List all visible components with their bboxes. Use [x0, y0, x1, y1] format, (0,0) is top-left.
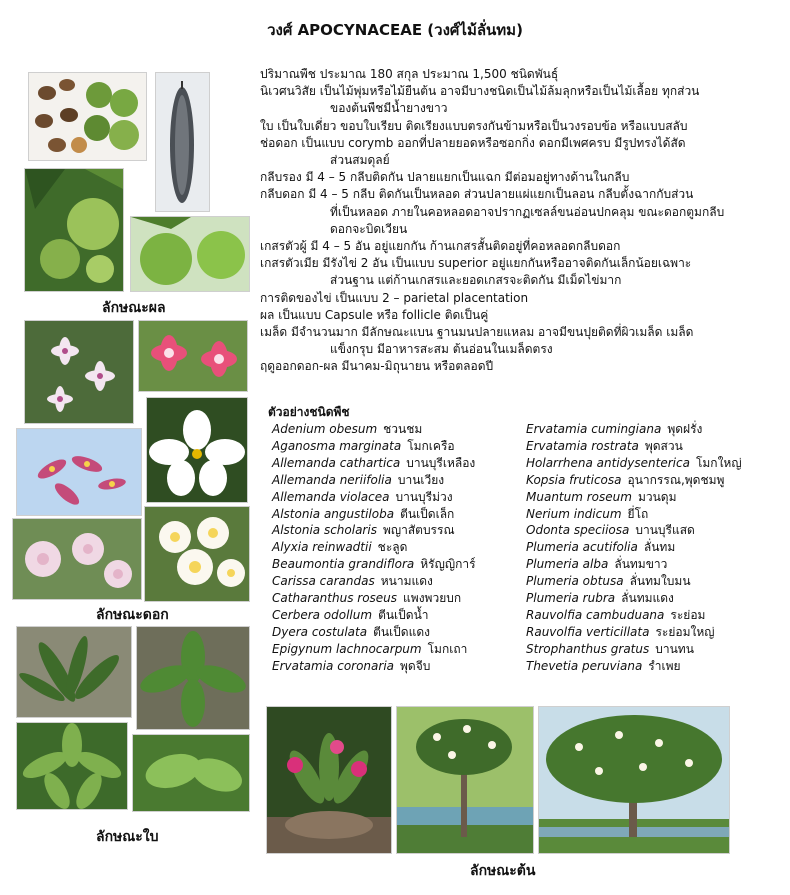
species-thai-name: รำเพย — [648, 658, 681, 673]
species-row — [272, 522, 476, 539]
species-thai-name: พุดสวน — [644, 438, 683, 453]
fruit-pod-photo — [155, 72, 210, 212]
flower-photo-1 — [24, 320, 134, 424]
leaf-photo-1 — [16, 626, 132, 718]
species-scientific-name: Plumeria obtusa — [526, 574, 624, 589]
species-thai-name: พญาสัตบรรณ — [382, 523, 455, 538]
species-scientific-name: Odonta speciiosa — [526, 523, 630, 538]
species-scientific-name: Aganosma marginata — [272, 438, 402, 453]
species-row — [526, 624, 742, 641]
description-line: ผล เป็นแบบ Capsule หรือ follicle ติดเป็นคู่ — [260, 307, 489, 322]
description-line: ส่วนสมดุลย์ — [330, 153, 390, 168]
flower-photo-5 — [12, 518, 142, 600]
species-scientific-name: Plumeria rubra — [526, 591, 616, 606]
species-thai-name: ชะลูด — [377, 540, 408, 555]
species-scientific-name: Allemanda cathartica — [272, 455, 401, 470]
species-heading: ตัวอย่างชนิดพืช — [268, 405, 350, 419]
species-scientific-name: Plumeria alba — [526, 557, 609, 572]
species-row — [526, 506, 742, 523]
species-thai-name: ยี่โถ — [627, 506, 649, 521]
species-scientific-name: Holarrhena antidysenterica — [526, 455, 690, 470]
fruit-seeds-photo — [28, 72, 147, 161]
species-thai-name: พุดจีบ — [400, 658, 431, 673]
species-thai-name: หนามแดง — [380, 574, 433, 589]
species-scientific-name: Alstonia scholaris — [272, 523, 377, 538]
species-row — [526, 658, 742, 675]
species-row — [272, 573, 476, 590]
fruit-cluster-illustration — [25, 169, 123, 291]
leaf-rosette-illustration — [17, 723, 127, 809]
flower-photo-3 — [146, 397, 248, 503]
species-scientific-name: Ervatamia coronaria — [272, 658, 395, 673]
species-row — [526, 455, 742, 472]
tree-photo-3 — [538, 706, 730, 854]
description-line: ดอกจะบิดเวียน — [330, 221, 408, 236]
species-row — [526, 522, 742, 539]
species-scientific-name: Nerium indicum — [526, 506, 622, 521]
species-row — [272, 438, 476, 455]
species-thai-name: พุดฝรั่ง — [667, 422, 703, 436]
description-line: ปริมาณพืช ประมาณ 180 สกุล ประมาณ 1,500 ชนิดพันธุ์ — [260, 67, 559, 81]
description-line: เมล็ด มีจำนวนมาก มีลักษณะแบน ฐานมนปลายแหลม อาจมีขนปุยติดที่ผิวเมล็ด เมล็ด — [260, 325, 694, 340]
species-scientific-name: Carissa carandas — [272, 574, 375, 589]
species-scientific-name: Alyxia reinwadtii — [272, 540, 372, 555]
description-line: ของต้นพืชมีน้ำยางขาว — [330, 101, 448, 116]
species-thai-name: บานบุรีม่วง — [395, 489, 453, 504]
species-thai-name: ระย่อมใหญ่ — [655, 624, 715, 639]
species-scientific-name: Catharanthus roseus — [272, 591, 398, 606]
oval-leaf-illustration — [133, 735, 249, 811]
species-thai-name: โมกเครือ — [407, 438, 455, 453]
species-row — [526, 573, 742, 590]
species-thai-name: แพงพวยบก — [403, 591, 462, 606]
species-thai-name: ลั่นทมขาว — [614, 557, 668, 572]
adenium-plant-illustration — [267, 707, 391, 853]
leaf-photo-2 — [136, 626, 250, 730]
species-thai-name: โมกใหญ่ — [695, 455, 742, 470]
species-scientific-name: Cerbera odollum — [272, 607, 373, 622]
frangipani-tree-illustration — [397, 707, 533, 853]
species-thai-name: ลั่นทมใบมน — [629, 574, 691, 589]
description-line: ฤดูออกดอก-ผล มีนาคม-มิถุนายน หรือตลอดปี — [260, 359, 494, 374]
fruit-caption: ลักษณะผล — [102, 300, 166, 316]
flower-caption: ลักษณะดอก — [96, 607, 169, 623]
species-row — [526, 590, 742, 607]
species-row — [526, 539, 742, 556]
species-row — [272, 539, 476, 556]
species-scientific-name: Kopsia fruticosa — [526, 472, 622, 487]
species-row — [526, 489, 742, 506]
species-thai-name: ตีนเป็ดแดง — [373, 624, 430, 639]
species-row — [526, 472, 742, 489]
leaf-caption: ลักษณะใบ — [96, 829, 159, 845]
description-line: ที่เป็นหลอด ภายในคอหลอดอาจปรากฏเซลล์ขนอ่อนปกคลุม ขณะดอกตูมกลีบ — [330, 204, 725, 219]
species-scientific-name: Ervatamia cumingiana — [526, 422, 662, 436]
species-list-left — [272, 421, 476, 675]
species-row — [272, 658, 476, 675]
description-line: ส่วนฐาน แต่ก้านเกสรและยอดเกสรจะติดกัน มีเม็ดไข่มาก — [330, 273, 622, 288]
species-thai-name: บานเวียง — [397, 472, 445, 487]
species-thai-name: ชวนชม — [383, 422, 423, 436]
species-row — [272, 590, 476, 607]
species-row — [272, 489, 476, 506]
description-line: นิเวศนวิสัย เป็นไม้พุ่มหรือไม้ยืนต้น อาจมีบางชนิดเป็นไม้ล้มลุกหรือเป็นไม้เลื้อย ทุกส่วน — [260, 84, 700, 99]
species-scientific-name: Muantum roseum — [526, 489, 632, 504]
description-line: กลีบรอง มี 4 – 5 กลีบติดกัน ปลายแยกเป็นแฉก มีต่อมอยู่ทางด้านในกลีบ — [260, 170, 630, 185]
species-scientific-name: Rauvolfia cambuduana — [526, 607, 665, 622]
fruit-pod-illustration — [156, 73, 209, 211]
leaf-photo-3 — [16, 722, 128, 810]
description-line: การติดของไข่ เป็นแบบ 2 – parietal placentation — [260, 290, 529, 305]
species-row — [272, 556, 476, 573]
species-scientific-name: Thevetia peruviana — [526, 658, 643, 673]
species-row — [526, 438, 742, 455]
species-thai-name: บานทน — [655, 641, 694, 656]
tree-photo-2 — [396, 706, 534, 854]
flower-photo-6 — [144, 506, 250, 602]
large-tree-illustration — [539, 707, 729, 853]
tree-caption: ลักษณะต้น — [470, 863, 536, 879]
species-scientific-name: Epigynum lachnocarpum — [272, 641, 422, 656]
species-thai-name: โมกเถา — [427, 641, 468, 656]
white-periwinkle-illustration — [147, 398, 247, 502]
species-row — [272, 506, 476, 523]
species-scientific-name: Allemanda violacea — [272, 489, 390, 504]
fruit-tree-photo — [24, 168, 124, 292]
species-thai-name: บานบุรีแสด — [635, 523, 695, 538]
species-thai-name: บานบุรีเหลือง — [406, 455, 476, 470]
broad-leaf-illustration — [137, 627, 249, 729]
species-thai-name: ตีนเป็ดเล็ก — [400, 506, 455, 521]
species-scientific-name: Strophanthus gratus — [526, 641, 650, 656]
species-row — [526, 421, 742, 438]
species-row — [272, 455, 476, 472]
description-line: กลีบดอก มี 4 – 5 กลีบ ติดกันเป็นหลอด ส่วนปลายแผ่แยกเป็นลอน กลีบตั้งฉากกับส่วน — [260, 187, 694, 202]
white-frangipani-illustration — [145, 507, 249, 601]
species-thai-name: ลั่นทม — [643, 540, 676, 555]
species-thai-name: อุนากรรณ,พุดชมพู — [627, 472, 725, 487]
species-row — [526, 556, 742, 573]
green-fruit-photo — [130, 216, 250, 292]
species-row — [272, 472, 476, 489]
species-thai-name: ตีนเป็ดน้ำ — [378, 607, 429, 622]
description-line: แข็งกรุบ มีอาหารสะสม ต้นอ่อนในเมล็ดตรง — [330, 342, 553, 357]
fruit-seeds-illustration — [29, 73, 146, 160]
white-pink-flower-illustration — [25, 321, 133, 423]
species-scientific-name: Alstonia angustiloba — [272, 506, 395, 521]
narrow-leaf-illustration — [17, 627, 131, 717]
species-row — [526, 607, 742, 624]
species-row — [272, 641, 476, 658]
species-row — [526, 641, 742, 658]
species-row — [272, 421, 476, 438]
species-row — [272, 607, 476, 624]
species-scientific-name: Allemanda neriifolia — [272, 472, 392, 487]
page-title: วงศ์ APOCYNACEAE (วงศ์ไม้ลั่นทม) — [267, 21, 523, 39]
pink-adenium-illustration — [139, 321, 247, 391]
species-scientific-name: Adenium obesum — [272, 422, 378, 436]
species-scientific-name: Plumeria acutifolia — [526, 540, 638, 555]
species-scientific-name: Dyera costulata — [272, 624, 368, 639]
species-scientific-name: Ervatamia rostrata — [526, 438, 639, 453]
frangipani-pink-illustration — [17, 429, 141, 515]
description-line: เกสรตัวผู้ มี 4 – 5 อัน อยู่แยกกัน ก้านเกสรสั้นติดอยู่ที่คอหลอดกลีบดอก — [260, 239, 621, 254]
description-line: ใบ เป็นใบเดี่ยว ขอบใบเรียบ ติดเรียงแบบตรงกันข้ามหรือเป็นวงรอบข้อ หรือแบบสลับ — [260, 118, 688, 133]
species-scientific-name: Beaumontia grandiflora — [272, 557, 415, 572]
species-thai-name: หิรัญญิการ์ — [420, 557, 476, 572]
species-row — [272, 624, 476, 641]
flower-photo-4 — [16, 428, 142, 516]
species-scientific-name: Rauvolfia verticillata — [526, 624, 650, 639]
family-description — [260, 66, 780, 376]
species-thai-name: มวนดุม — [637, 489, 677, 504]
green-fruit-illustration — [131, 217, 249, 291]
tree-photo-1 — [266, 706, 392, 854]
description-line: ช่อดอก เป็นแบบ corymb ออกที่ปลายยอดหรือซอกกิ่ง ดอกมีเพศครบ มีรูปทรงได้สัด — [260, 135, 686, 150]
species-thai-name: ลั่นทมแดง — [621, 591, 674, 606]
species-thai-name: ระย่อม — [670, 607, 706, 622]
flower-photo-2 — [138, 320, 248, 392]
pale-pink-flower-illustration — [13, 519, 141, 599]
leaf-photo-4 — [132, 734, 250, 812]
species-list-right — [526, 421, 742, 675]
description-line: เกสรตัวเมีย มีรังไข่ 2 อัน เป็นแบบ superior อยู่แยกกันหรืออาจติดกันเล็กน้อยเฉพาะ — [260, 256, 692, 271]
